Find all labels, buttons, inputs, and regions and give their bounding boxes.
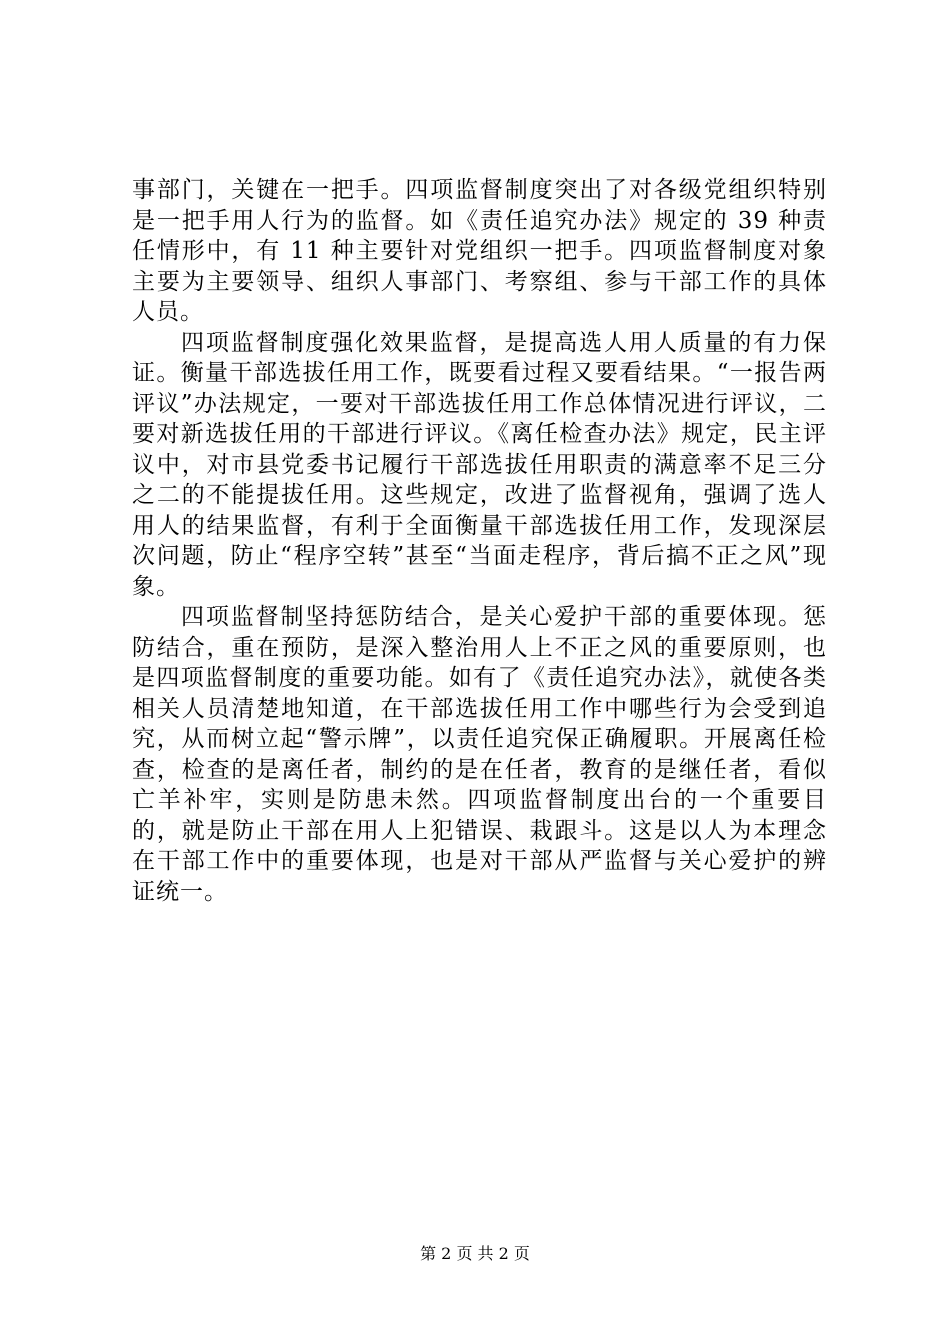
paragraph-punishment-prevention: 四项监督制坚持惩防结合，是关心爱护干部的重要体现。惩防结合，重在预防，是深入整治用人上不正之风的重要原则，也是四项监督制度的重要功能。如有了《责任追究办法》，就使各类相关人员清楚地知道，在干部选拔任用工作中哪些行为会受到追究，从而树立起“警示牌”，以责任追究保正确履职。开展离任检查，检查的是离任者，制约的是在任者，教育的是继任者，看似亡羊补牢，实则是防患未然。四项监督制度出台的一个重要目的，就是防止干部在用人上犯错误、栽跟斗。这是以人为本理念在干部工作中的重要体现，也是对干部从严监督与关心爱护的辨证统一。 — [132, 604, 827, 905]
paragraph-effect-supervision: 四项监督制度强化效果监督，是提高选人用人质量的有力保证。衡量干部选拔任用工作，既要看过程又要看结果。“一报告两评议”办法规定，一要对干部选拔任用工作总体情况进行评议，二要对新选拔任用的干部进行评议。《离任检查办法》规定，民主评议中，对市县党委书记履行干部选拔任用职责的满意率不足三分之二的不能提拔任用。这些规定，改进了监督视角，强调了选人用人的结果监督，有利于全面衡量干部选拔任用工作，发现深层次问题，防止“程序空转”甚至“当面走程序，背后搞不正之风”现象。 — [132, 329, 827, 600]
document-body — [132, 175, 827, 907]
paragraph-continuation: 事部门，关键在一把手。四项监督制度突出了对各级党组织特别是一把手用人行为的监督。如《责任追究办法》规定的 39 种责任情形中，有 11 种主要针对党组织一把手。四项监督制度对象主要为主要领导、组织人事部门、考察组、参与干部工作的具体人员。 — [132, 177, 827, 325]
page-number-footer: 第 2 页 共 2 页 — [420, 1244, 530, 1263]
